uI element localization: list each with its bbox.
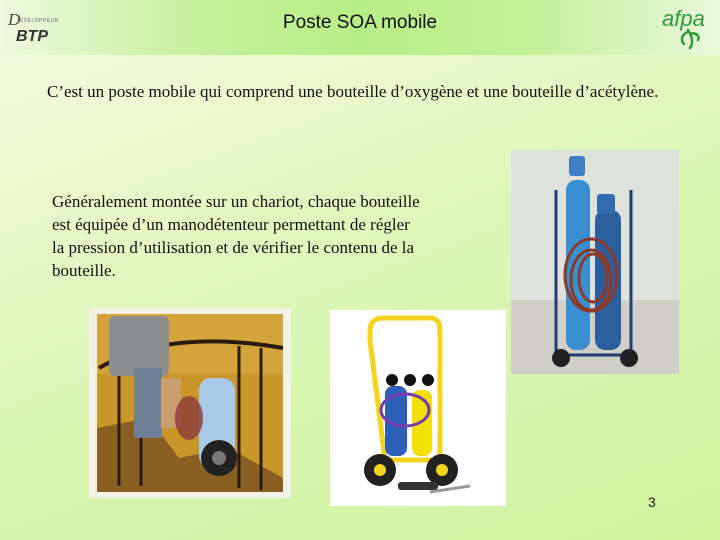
page-title: Poste SOA mobile xyxy=(282,12,438,33)
logo-left-subtext: ÉVELOPPEUR xyxy=(20,18,59,24)
photo-blue-cylinders xyxy=(511,150,679,374)
afpa-logo-text: afpa xyxy=(662,6,705,31)
photo-stairs xyxy=(89,308,291,498)
photo-yellow-cart xyxy=(330,310,506,506)
description-paragraph: Généralement montée sur un chariot, chaque bouteille est équipée d’un manodétenteur permettant de régler la pression d’utilisation et de vérifier le contenu de la bouteille. xyxy=(52,192,420,280)
page-number: 3 xyxy=(648,494,656,510)
afpa-logo-icon xyxy=(658,2,714,50)
intro-paragraph: C’est un poste mobile qui comprend une bouteille d’oxygène et une bouteille d’acétylène. xyxy=(47,82,659,101)
logo-left-btp: BTP xyxy=(16,28,48,45)
logo-left-letter: D xyxy=(8,10,21,29)
